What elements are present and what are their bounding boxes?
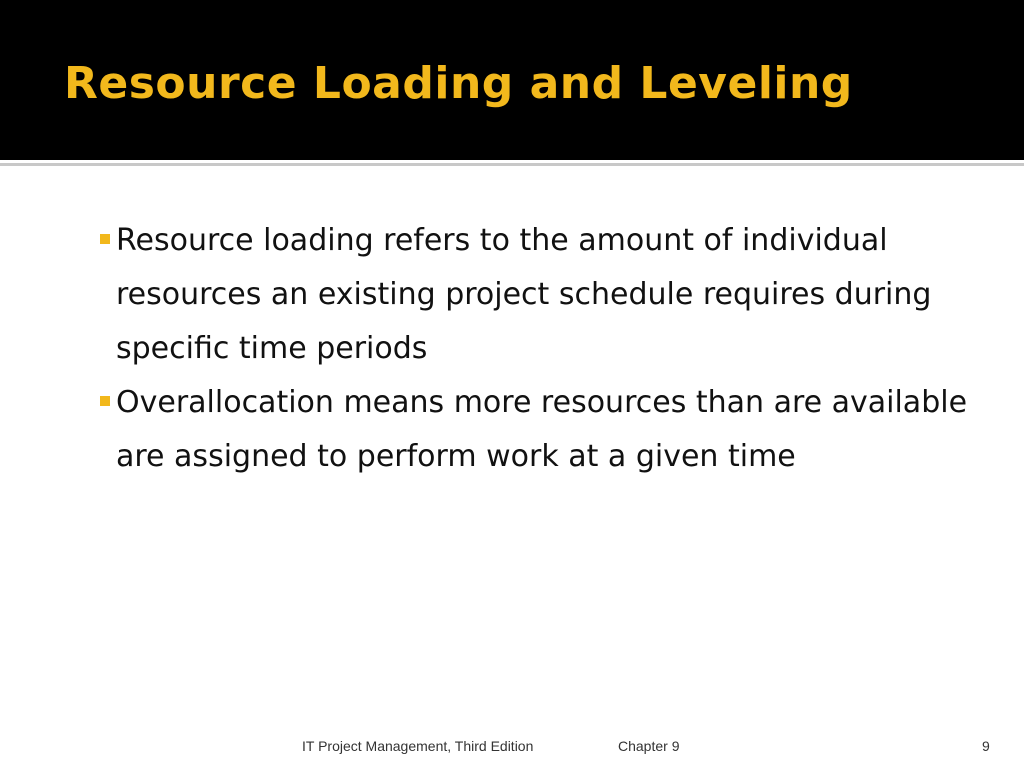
bullet-text: Overallocation means more resources than are available are assigned to perform work at a given time: [116, 385, 968, 474]
bullet-list: [100, 214, 980, 484]
square-bullet-icon: [100, 396, 110, 406]
bullet-item: [100, 214, 980, 376]
square-bullet-icon: [100, 234, 110, 244]
footer-page-number: 9: [982, 738, 990, 754]
title-divider: [0, 163, 1024, 166]
slide-title: Resource Loading and Leveling: [64, 58, 853, 109]
footer-chapter: Chapter 9: [618, 738, 680, 754]
footer-book-title: IT Project Management, Third Edition: [302, 738, 534, 754]
bullet-text: Resource loading refers to the amount of individual resources an existing project schedule requires during specific time periods: [116, 223, 932, 366]
bullet-item: [100, 376, 980, 484]
title-bar: [0, 0, 1024, 160]
